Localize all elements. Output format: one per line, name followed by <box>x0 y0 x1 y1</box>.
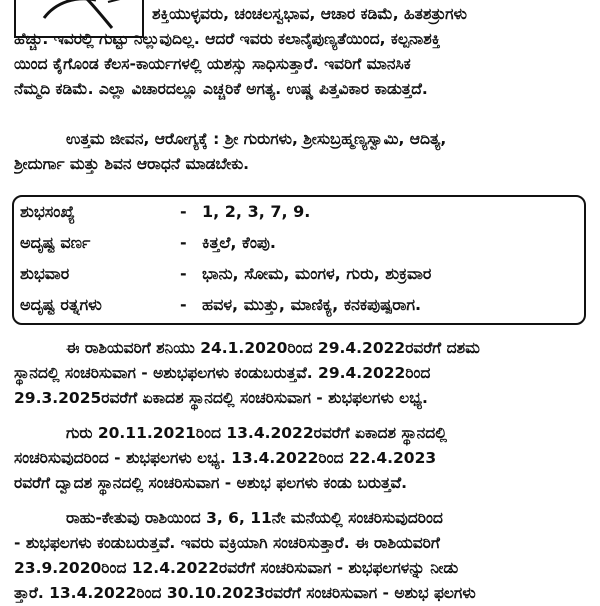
saturn-line: ಸ್ಥಾನದಲ್ಲಿ ಸಂಚರಿಸುವಾಗ - ಅಶುಭಫಲಗಳು ಕಂಡುಬರುತ್ತವೆ. 29.4.2022ರಿಂದ <box>14 364 431 382</box>
row-label: ಶುಭವಾರ <box>20 264 70 283</box>
saturn-paragraph <box>14 336 590 411</box>
row-dash: - <box>180 202 187 221</box>
jupiter-line: ರವರೆಗೆ ದ್ವಾದಶ ಸ್ಥಾನದಲ್ಲಿ ಸಂಚರಿಸುವಾಗ - ಅಶುಭ ಫಲಗಳು ಕಂಡು ಬರುತ್ತವೆ. <box>14 474 407 492</box>
rahu-line: ರಾಹು-ಕೇತುವು ರಾಶಿಯಿಂದ 3, 6, 11ನೇ ಮನೆಯಲ್ಲಿ ಸಂಚರಿಸುವುದರಿಂದ <box>66 509 443 527</box>
row-dash: - <box>180 295 187 314</box>
intro-line: ಹೆಚ್ಚು. ಇವರಲ್ಲಿ ಗುಟ್ಟು ನಿಲ್ಲುವುದಿಲ್ಲ. ಆದರೆ ಇವರು ಕಲಾನೈಪುಣ್ಯತೆಯಿಂದ, ಕಲ್ಪನಾಶಕ್ತಿ <box>14 30 441 48</box>
rahu-line: - ಶುಭಫಲಗಳು ಕಂಡುಬರುತ್ತವೆ. ಇವರು ವಕ್ರಿಯಾಗಿ ಸಂಚರಿಸುತ್ತಾರೆ. ಈ ರಾಶಿಯವರಿಗೆ <box>14 534 440 552</box>
row-label: ಅದೃಷ್ಟ ವರ್ಣ <box>20 233 91 252</box>
intro-paragraph <box>14 2 590 102</box>
intro-line: ಶಕ್ತಿಯುಳ್ಳವರು, ಚಂಚಲಸ್ವಭಾವ, ಆಚಾರ ಕಡಿಮೆ, ಹಿತಶತ್ರುಗಳು <box>152 5 467 23</box>
health-paragraph <box>14 127 590 177</box>
health-line: ಶ್ರೀದುರ್ಗಾ ಮತ್ತು ಶಿವನ ಆರಾಧನೆ ಮಾಡಬೇಕು. <box>14 155 250 173</box>
row-dash: - <box>180 233 187 252</box>
rahu-line: 23.9.2020ರಿಂದ 12.4.2022ರವರೆಗೆ ಸಂಚರಿಸುವಾಗ - ಶುಭಫಲಗಳನ್ನು ನೀಡು <box>14 559 459 577</box>
row-label: ಅದೃಷ್ಟ ರತ್ನಗಳು <box>20 295 102 314</box>
row-value: ಕಿತ್ತಲೆ, ಕೆಂಪು. <box>202 233 277 252</box>
jupiter-line: ಗುರು 20.11.2021ರಿಂದ 13.4.2022ರವರೆಗೆ ಏಕಾದಶ ಸ್ಥಾನದಲ್ಲಿ <box>66 424 447 442</box>
row-label: ಶುಭಸಂಖ್ಯೆ <box>20 202 75 221</box>
row-value: 1, 2, 3, 7, 9. <box>202 202 311 221</box>
row-dash: - <box>180 264 187 283</box>
rahu-ketu-paragraph <box>14 506 590 606</box>
saturn-line: ಈ ರಾಶಿಯವರಿಗೆ ಶನಿಯು 24.1.2020ರಿಂದ 29.4.2022ರವರೆಗೆ ದಶಮ <box>66 339 480 357</box>
intro-line: ನೆಮ್ಮದಿ ಕಡಿಮೆ. ಎಲ್ಲಾ ವಿಚಾರದಲ್ಲೂ ಎಚ್ಚರಿಕೆ ಅಗತ್ಯ. ಉಷ್ಣ ಪಿತ್ತವಿಕಾರ ಕಾಡುತ್ತದೆ. <box>14 80 428 98</box>
jupiter-paragraph <box>14 421 590 496</box>
row-value: ಹವಳ, ಮುತ್ತು, ಮಾಣಿಕ್ಯ, ಕನಕಪುಷ್ಪರಾಗ. <box>202 295 422 314</box>
row-value: ಭಾನು, ಸೋಮ, ಮಂಗಳ, ಗುರು, ಶುಕ್ರವಾರ <box>202 264 432 283</box>
saturn-line: 29.3.2025ರವರೆಗೆ ಏಕಾದಶ ಸ್ಥಾನದಲ್ಲಿ ಸಂಚರಿಸುವಾಗ - ಶುಭಫಲಗಳು ಲಭ್ಯ. <box>14 389 428 407</box>
intro-line: ಯಿಂದ ಕೈಗೊಂಡ ಕೆಲಸ-ಕಾರ್ಯಗಳಲ್ಲಿ ಯಶಸ್ಸು ಸಾಧಿಸುತ್ತಾರೆ. ಇವರಿಗೆ ಮಾನಸಿಕ <box>14 55 411 73</box>
rahu-line: ತ್ತಾರೆ. 13.4.2022ರಿಂದ 30.10.2023ರವರೆಗೆ ಸಂಚರಿಸುವಾಗ - ಅಶುಭ ಫಲಗಳು <box>14 584 476 602</box>
health-line: ಉತ್ತಮ ಜೀವನ, ಆರೋಗ್ಯಕ್ಕೆ : ಶ್ರೀ ಗುರುಗಳು, ಶ್ರೀಸುಬ್ರಹ್ಮಣ್ಯಸ್ವಾಮಿ, ಆದಿತ್ಯ, <box>66 130 447 148</box>
jupiter-line: ಸಂಚರಿಸುವುದರಿಂದ - ಶುಭಫಲಗಳು ಲಭ್ಯ. 13.4.2022ರಿಂದ 22.4.2023 <box>14 449 437 467</box>
lucky-info-box <box>12 195 586 325</box>
